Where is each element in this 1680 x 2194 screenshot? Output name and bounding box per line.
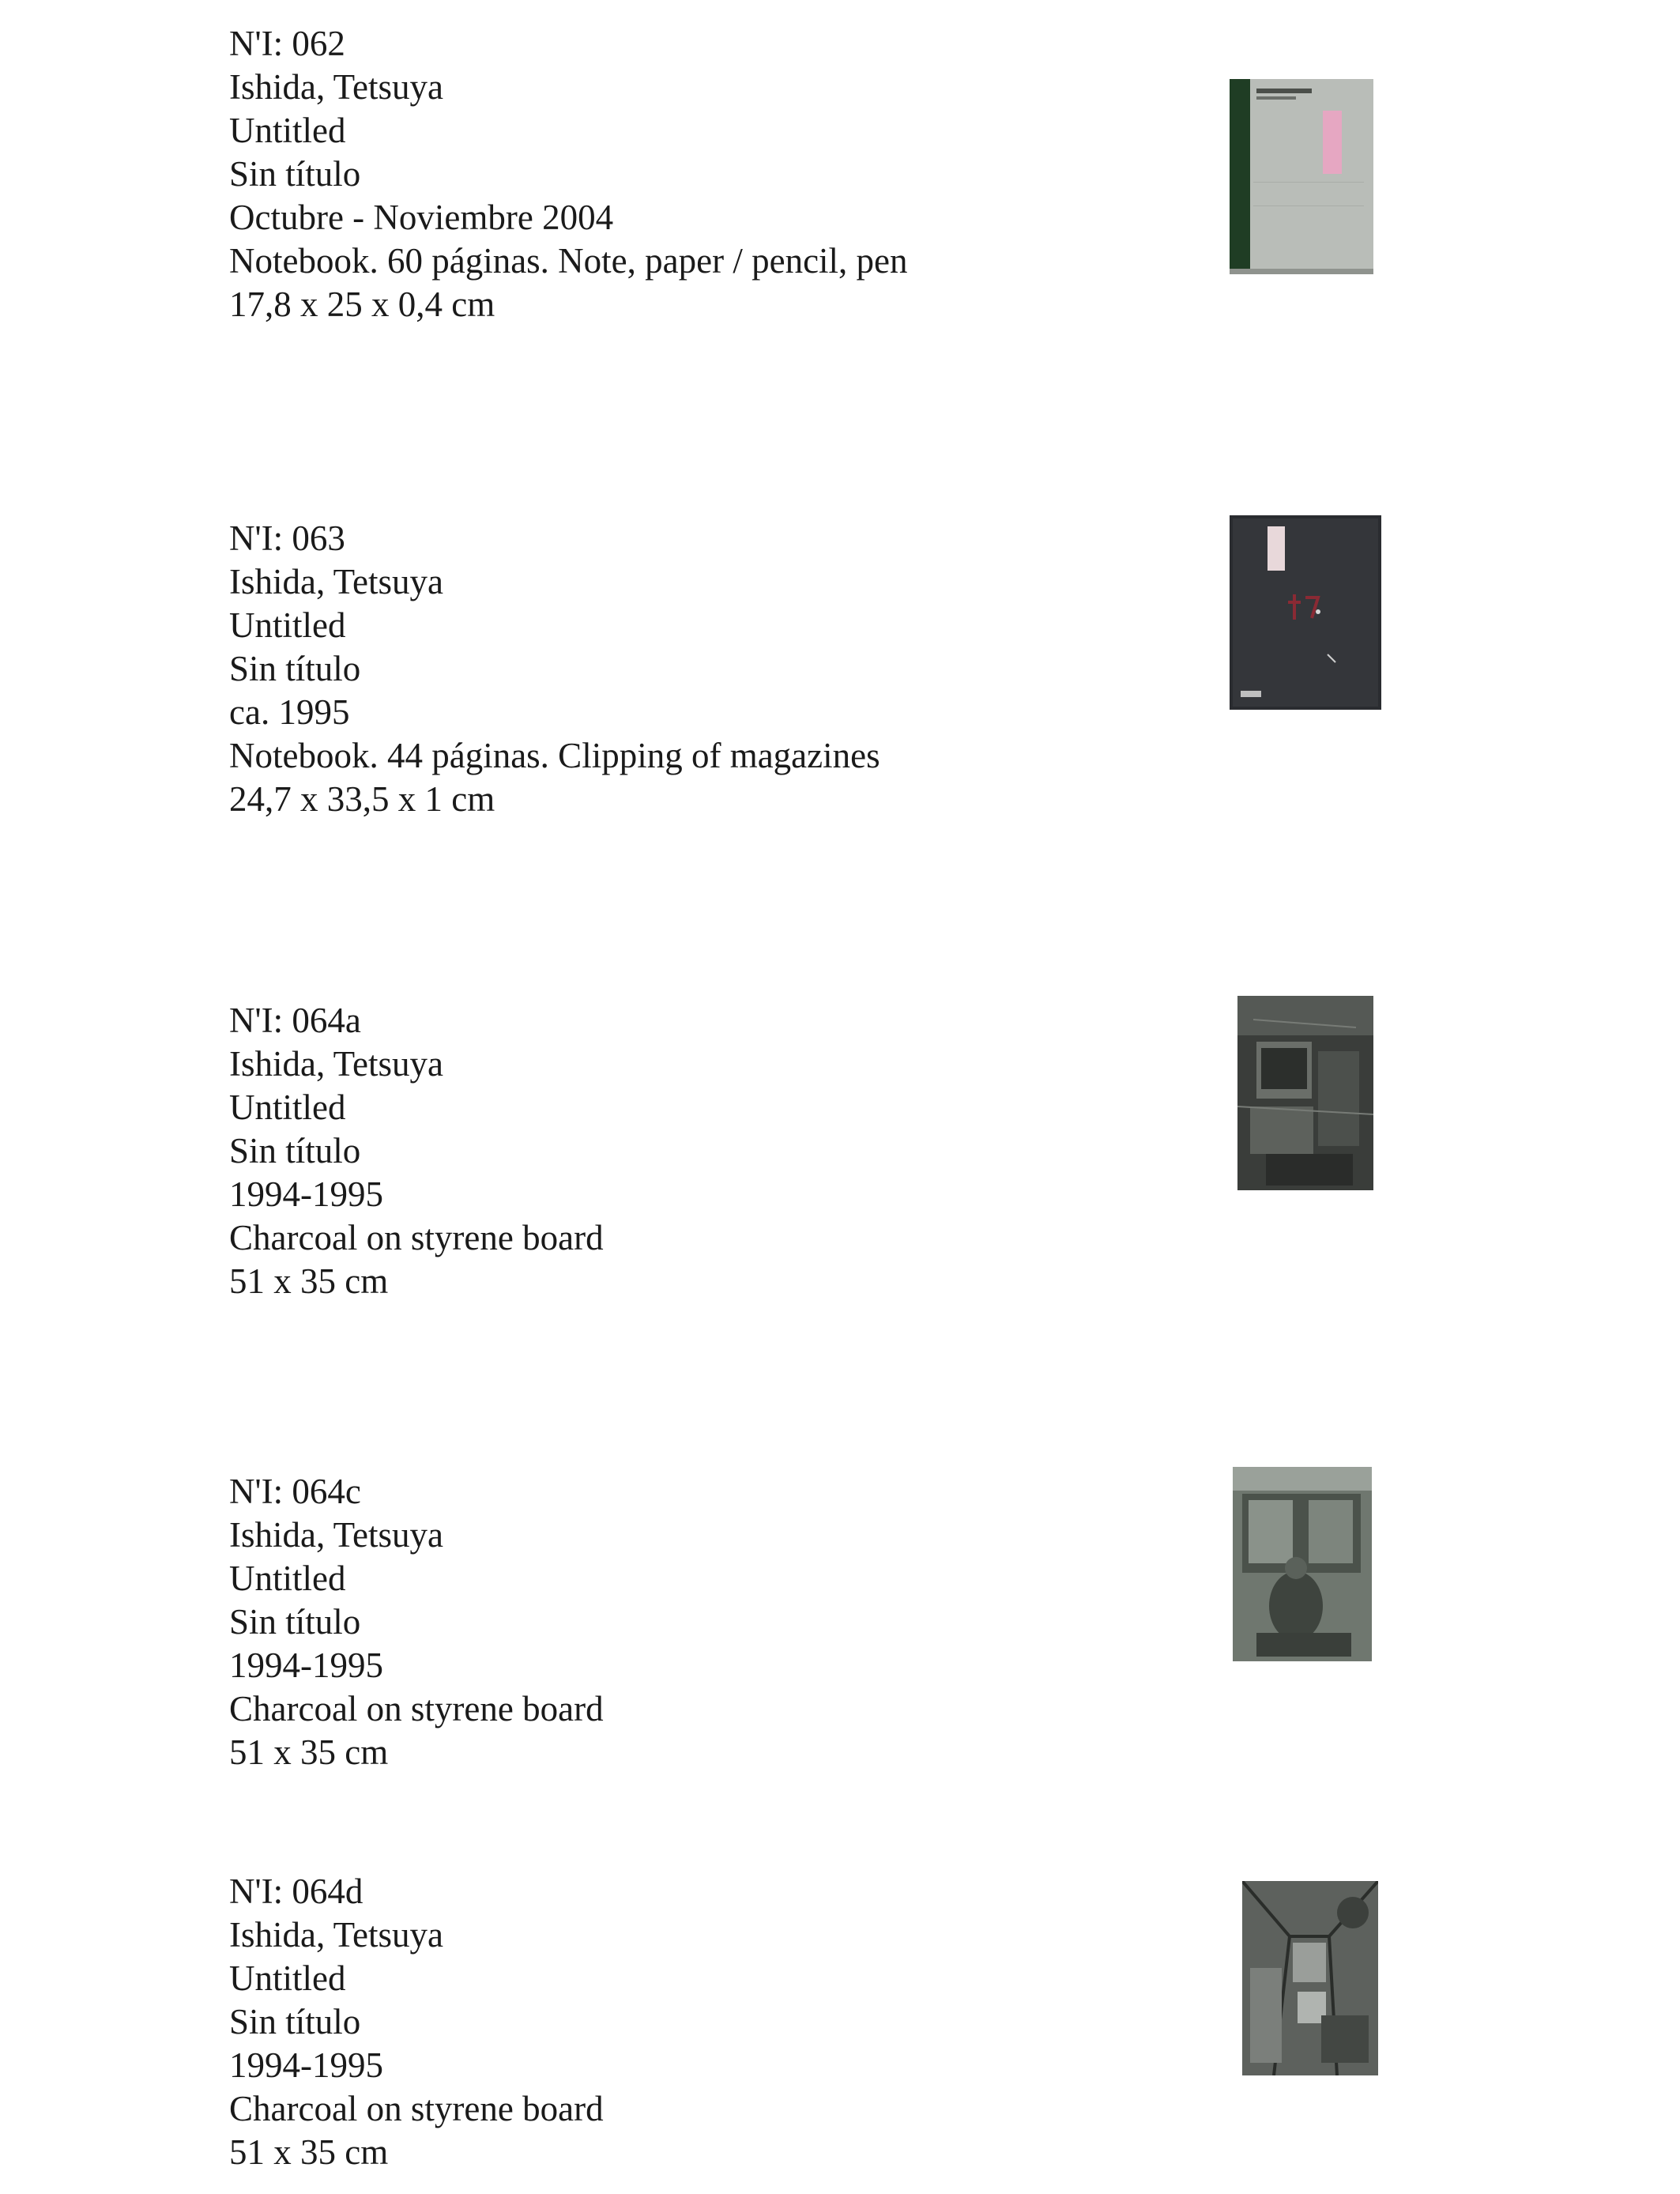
entry-medium: Notebook. 44 páginas. Clipping of magazines [229,736,880,775]
entry-artist: Ishida, Tetsuya [229,1915,443,1955]
entry-number: N'I: 063 [229,518,345,558]
entry-title-en: Untitled [229,1088,346,1127]
entry-date: ca. 1995 [229,692,350,732]
entry-title-en: Untitled [229,1958,346,1998]
entry-title-en: Untitled [229,111,346,150]
drawing-064a-thumbnail [1237,996,1373,1190]
notebook-062-thumbnail [1230,79,1373,274]
entry-dimensions: 51 x 35 cm [229,2132,389,2172]
entry-dimensions: 17,8 x 25 x 0,4 cm [229,285,495,324]
catalog-entry-063 [229,517,1256,821]
entry-medium: Charcoal on styrene board [229,1689,604,1728]
entry-dimensions: 24,7 x 33,5 x 1 cm [229,779,495,819]
entry-date: 1994-1995 [229,2045,383,2085]
entry-date: 1994-1995 [229,1174,383,1214]
entry-artist: Ishida, Tetsuya [229,67,443,107]
catalog-entry-064d [229,1870,1256,2174]
entry-title-en: Untitled [229,1559,346,1598]
entry-title-en: Untitled [229,605,346,645]
entry-artist: Ishida, Tetsuya [229,1515,443,1555]
entry-number: N'I: 064d [229,1872,363,1911]
drawing-064c-thumbnail [1233,1467,1372,1661]
catalog-entry-064a [229,999,1256,1303]
entry-date: 1994-1995 [229,1646,383,1685]
entry-medium: Notebook. 60 páginas. Note, paper / pencil, pen [229,241,908,281]
entry-artist: Ishida, Tetsuya [229,1044,443,1084]
notebook-063-thumbnail [1230,515,1381,710]
entry-date: Octubre - Noviembre 2004 [229,198,614,237]
entry-title-es: Sin título [229,649,361,688]
entry-number: N'I: 062 [229,24,345,63]
entry-title-es: Sin título [229,1602,361,1642]
entry-number: N'I: 064c [229,1472,361,1511]
entry-number: N'I: 064a [229,1001,361,1040]
entry-dimensions: 51 x 35 cm [229,1732,389,1772]
catalog-entry-064c [229,1470,1256,1774]
entry-medium: Charcoal on styrene board [229,2089,604,2128]
entry-title-es: Sin título [229,2002,361,2041]
entry-medium: Charcoal on styrene board [229,1218,604,1257]
entry-artist: Ishida, Tetsuya [229,562,443,601]
entry-dimensions: 51 x 35 cm [229,1261,389,1301]
entry-title-es: Sin título [229,1131,361,1171]
entry-title-es: Sin título [229,154,361,194]
drawing-064d-thumbnail [1242,1881,1378,2075]
catalog-entry-062 [229,22,1256,326]
